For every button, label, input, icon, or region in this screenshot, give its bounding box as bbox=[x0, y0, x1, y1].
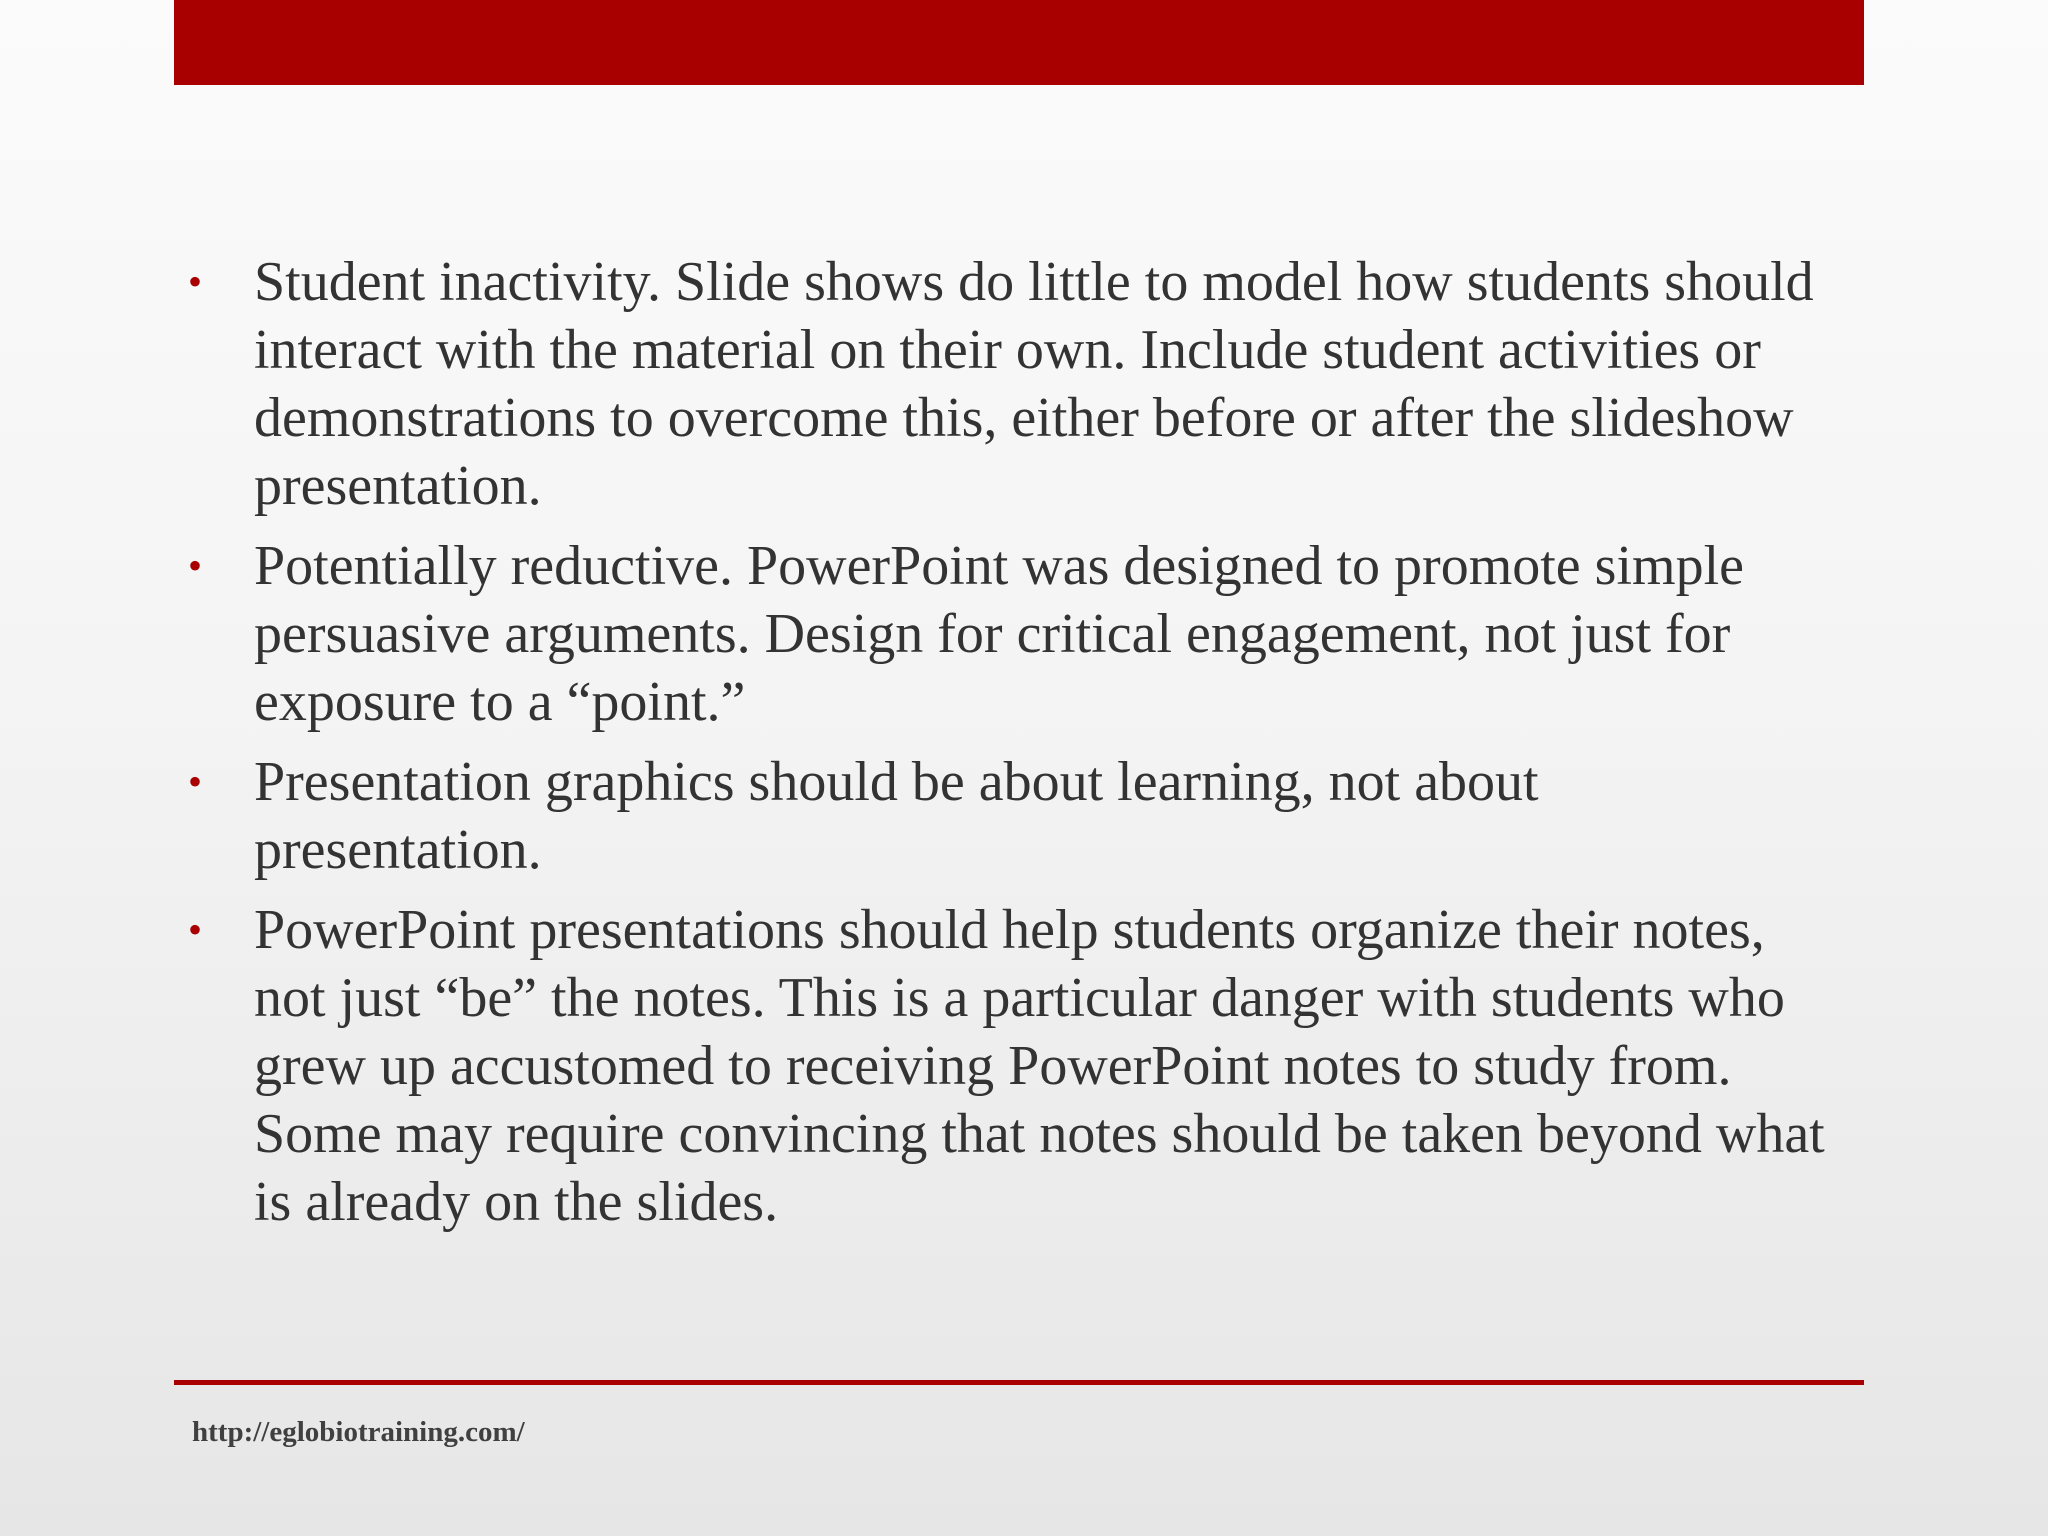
bullet-item bbox=[186, 748, 1826, 884]
bullet-text: Student inactivity. Slide shows do little to model how students should interact with the material on their own. Include student activities or demonstrations to overcome this, either before or after the slideshow presentation. bbox=[254, 251, 1814, 517]
bullet-marker: • bbox=[188, 543, 203, 588]
slide-content bbox=[186, 248, 1826, 1248]
bullet-marker: • bbox=[188, 259, 203, 304]
bullet-text: Presentation graphics should be about learning, not about presentation. bbox=[254, 751, 1539, 881]
bullet-text: Potentially reductive. PowerPoint was designed to promote simple persuasive arguments. Design for critical engagement, not just for exposure to a “point.” bbox=[254, 535, 1744, 733]
bullet-item bbox=[186, 896, 1826, 1236]
bullet-marker: • bbox=[188, 907, 203, 952]
bullet-item bbox=[186, 532, 1826, 736]
top-accent-bar bbox=[174, 0, 1864, 85]
bullet-text: PowerPoint presentations should help students organize their notes, not just “be” the notes. This is a particular danger with students who grew up accustomed to receiving PowerPoint notes to study from. Some may require convincing that notes should be taken beyond what is already on the slides. bbox=[254, 899, 1825, 1233]
footer-divider bbox=[174, 1380, 1864, 1385]
footer-url-link[interactable]: http://eglobiotraining.com/ bbox=[192, 1416, 525, 1448]
bullet-item bbox=[186, 248, 1826, 520]
bullet-list bbox=[186, 248, 1826, 1236]
bullet-marker: • bbox=[188, 759, 203, 804]
